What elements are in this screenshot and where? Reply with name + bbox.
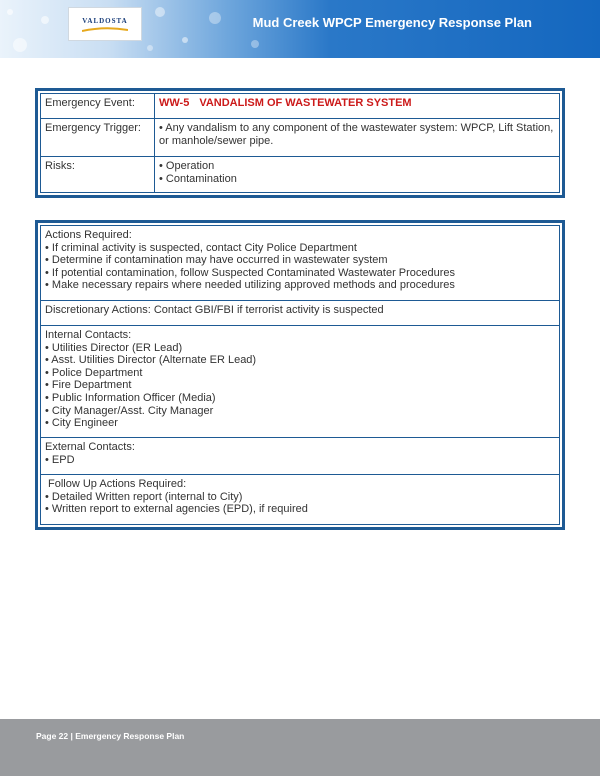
actions-required-row — [41, 226, 560, 301]
event-table-grid — [40, 93, 560, 193]
logo-text: VALDOSTA — [82, 16, 128, 25]
trigger-row — [41, 119, 560, 157]
contact-item: • City Manager/Asst. City Manager — [45, 404, 214, 417]
contact-item: • EPD — [45, 453, 75, 466]
action-item: • If potential contamination, follow Suspected Contaminated Wastewater Procedures — [45, 266, 456, 279]
event-title: VANDALISM OF WASTEWATER SYSTEM — [199, 97, 412, 109]
trigger-text: • Any vandalism to any component of the wastewater system: WPCP, Lift Station, or manhole/sewer pipe. — [155, 119, 560, 157]
discretionary-text: Discretionary Actions: Contact GBI/FBI if terrorist activity is suspected — [41, 301, 560, 326]
external-contacts-heading: External Contacts: — [45, 441, 135, 453]
followup-item: • Written report to external agencies (EPD), if required — [45, 503, 308, 516]
risk-item: • Operation — [159, 160, 215, 172]
contact-item: • Police Department — [45, 366, 143, 379]
actions-required-heading: Actions Required: — [45, 229, 132, 241]
contact-item: • Fire Department — [45, 379, 132, 392]
valdosta-logo — [68, 7, 142, 41]
action-item: • If criminal activity is suspected, contact City Police Department — [45, 241, 357, 254]
external-contacts-row — [41, 438, 560, 475]
trigger-label: Emergency Trigger: — [41, 119, 155, 157]
document-title: Mud Creek WPCP Emergency Response Plan — [252, 15, 532, 30]
contact-item: • Public Information Officer (Media) — [45, 391, 216, 404]
logo-swoosh-icon — [82, 27, 128, 32]
event-table — [35, 88, 565, 198]
risks-list — [155, 157, 560, 193]
followup-row — [41, 475, 560, 525]
page-header — [0, 0, 600, 58]
followup-heading: Follow Up Actions Required: — [48, 478, 187, 490]
actions-required-cell — [41, 226, 560, 301]
event-code: WW-5 — [159, 97, 190, 109]
page-footer — [0, 719, 600, 776]
contact-item: • City Engineer — [45, 417, 118, 430]
action-item: • Determine if contamination may have occurred in wastewater system — [45, 254, 388, 267]
followup-item: • Detailed Written report (internal to City) — [45, 490, 243, 503]
followup-cell — [41, 475, 560, 525]
footer-page-label: Page 22 | Emergency Response Plan — [36, 731, 185, 741]
event-value — [155, 94, 560, 119]
discretionary-row — [41, 301, 560, 326]
actions-table — [35, 220, 565, 530]
internal-contacts-heading: Internal Contacts: — [45, 329, 132, 341]
risks-label: Risks: — [41, 157, 155, 193]
contact-item: • Utilities Director (ER Lead) — [45, 341, 183, 354]
action-item: • Make necessary repairs where needed utilizing approved methods and procedures — [45, 279, 455, 292]
risks-row — [41, 157, 560, 193]
internal-contacts-row — [41, 326, 560, 438]
risk-item: • Contamination — [159, 172, 237, 185]
event-row — [41, 94, 560, 119]
external-contacts-cell — [41, 438, 560, 475]
event-label: Emergency Event: — [41, 94, 155, 119]
contact-item: • Asst. Utilities Director (Alternate ER Lead) — [45, 354, 257, 367]
internal-contacts-cell — [41, 326, 560, 438]
actions-table-grid — [40, 225, 560, 525]
